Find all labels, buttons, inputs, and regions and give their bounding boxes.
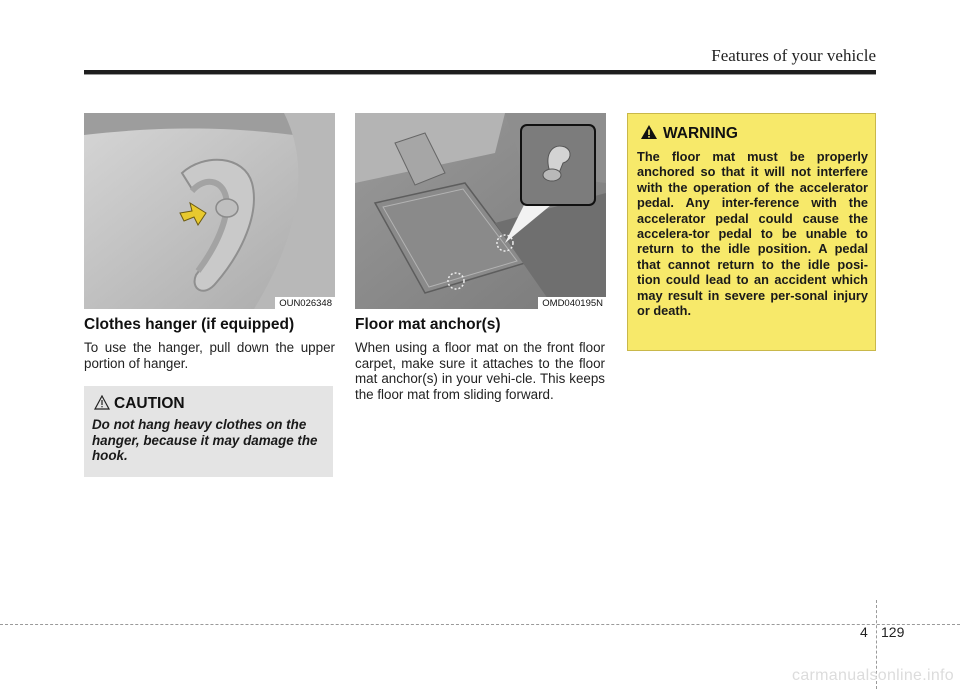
clothes-hanger-figure: [84, 113, 335, 309]
caution-text: Do not hang heavy clothes on the hanger, because it may damage the hook.: [92, 417, 318, 464]
running-header: Features of your vehicle: [711, 46, 876, 65]
warning-title: WARNING: [663, 125, 738, 142]
clothes-hanger-body: To use the hanger, pull down the upper portion of hanger.: [84, 340, 335, 371]
warning-triangle-icon: [640, 124, 658, 140]
footer-rule: [0, 624, 960, 625]
caution-triangle-icon: [94, 395, 110, 410]
chapter-number: 4: [860, 624, 868, 640]
warning-text: The floor mat must be properly anchored so that it will not interfere with the operation of the accelerator pedal. Any inter-ference with the accelerator pedal could cause the accelera-tor pedal to be unable to return to the idle position. A pedal that cannot return to the idle posi-tion could lead to an accident which may result in severe per-sonal injury or death.: [637, 149, 868, 319]
floor-mat-body: When using a floor mat on the front floor carpet, make sure it attaches to the floor mat anchor(s) in your vehi-cle. This keeps the floor mat from sliding forward.: [355, 340, 605, 402]
figure-code: OUN026348: [275, 297, 335, 309]
floor-mat-anchor-figure: [355, 113, 606, 309]
figure-code: OMD040195N: [538, 297, 606, 309]
clothes-hanger-heading: Clothes hanger (if equipped): [84, 316, 295, 333]
header-rule-thin: [84, 74, 876, 75]
floor-mat-heading: Floor mat anchor(s): [355, 316, 501, 333]
clothes-hanger-illustration: [84, 113, 335, 309]
watermark: carmanualsonline.info: [792, 667, 954, 684]
caution-title: CAUTION: [114, 395, 185, 412]
caution-box: [84, 386, 333, 477]
page-number: 129: [881, 624, 905, 640]
floor-mat-illustration: [355, 113, 606, 309]
warning-box: [627, 113, 876, 351]
